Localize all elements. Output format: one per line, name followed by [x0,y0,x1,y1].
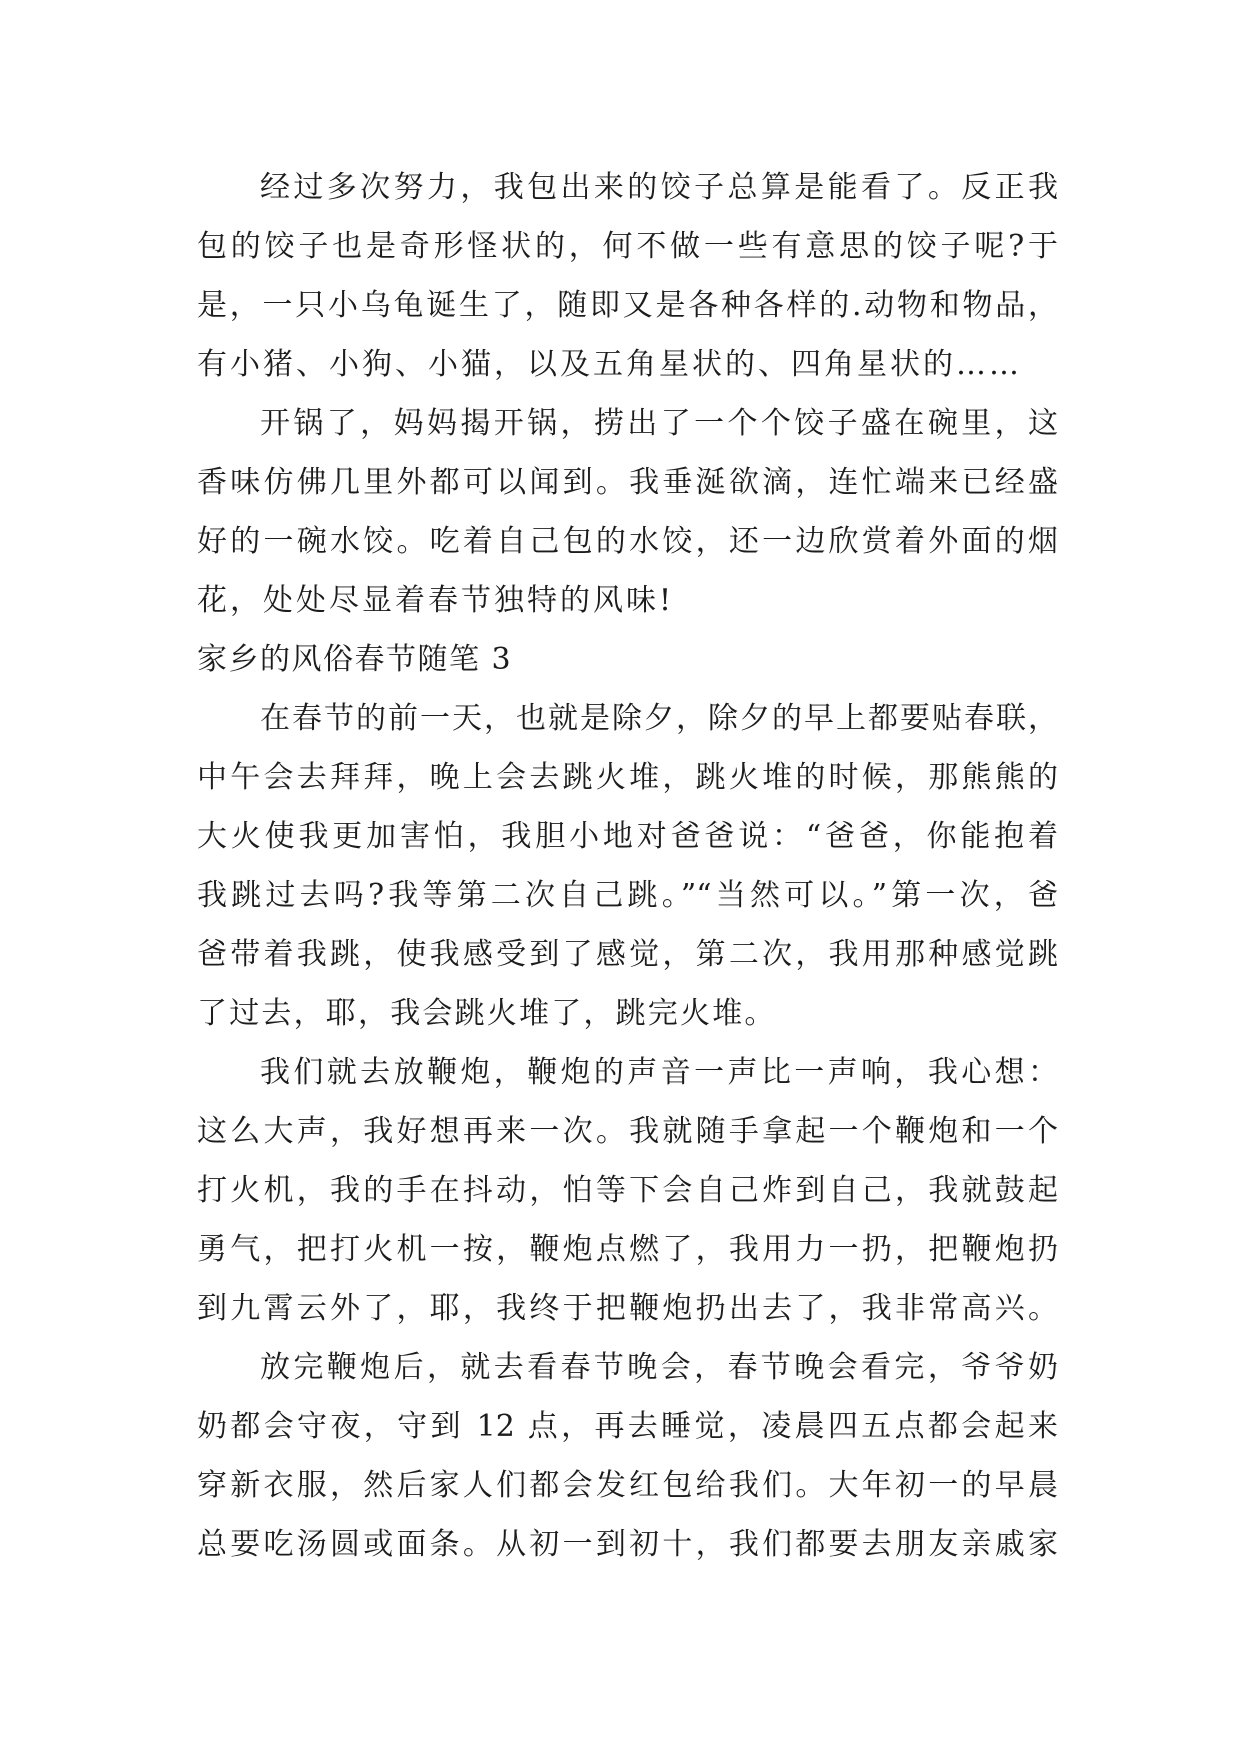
document-body [197,158,1058,1574]
paragraph [197,1043,1058,1338]
paragraph-line: 在春节的前一天，也就是除夕，除夕的早上都要贴春联， [260,701,1058,736]
paragraph-line: 有小猪、小狗、小猫，以及五角星状的、四角星状的…… [197,347,1022,382]
paragraph-line: 开锅了，妈妈揭开锅，捞出了一个个饺子盛在碗里，这 [260,406,1058,441]
paragraph-line: 包的饺子也是奇形怪状的，何不做一些有意思的饺子呢?于 [197,229,1058,264]
paragraph-line: 放完鞭炮后，就去看春节晚会，春节晚会看完，爷爷奶 [260,1350,1058,1385]
paragraph [197,394,1058,630]
paragraph-line: 香味仿佛几里外都可以闻到。我垂涎欲滴，连忙端来已经盛 [197,465,1058,500]
paragraph-line: 我跳过去吗?我等第二次自己跳。”“当然可以。”第一次，爸 [197,878,1058,913]
paragraph-line: 爸带着我跳，使我感受到了感觉，第二次，我用那种感觉跳 [197,937,1058,972]
paragraph-line: 奶都会守夜，守到 12 点，再去睡觉，凌晨四五点都会起来 [197,1409,1058,1444]
paragraph-line: 了过去，耶，我会跳火堆了，跳完火堆。 [197,996,777,1031]
paragraph-line: 花，处处尽显着春节独特的风味! [197,583,675,618]
paragraph-line: 经过多次努力，我包出来的饺子总算是能看了。反正我 [260,170,1058,205]
paragraph-line: 总要吃汤圆或面条。从初一到初十，我们都要去朋友亲戚家 [197,1527,1058,1562]
paragraph-line: 大火使我更加害怕，我胆小地对爸爸说：“爸爸，你能抱着 [197,819,1058,854]
paragraph-line: 中午会去拜拜，晚上会去跳火堆，跳火堆的时候，那熊熊的 [197,760,1058,795]
paragraph-line: 打火机，我的手在抖动，怕等下会自己炸到自己，我就鼓起 [197,1173,1058,1208]
paragraph-line: 我们就去放鞭炮，鞭炮的声音一声比一声响，我心想： [260,1055,1058,1090]
paragraph-line: 穿新衣服，然后家人们都会发红包给我们。大年初一的早晨 [197,1468,1058,1503]
paragraph-line: 是，一只小乌龟诞生了，随即又是各种各样的.动物和物品， [197,288,1058,323]
section-heading: 家乡的风俗春节随笔 3 [197,642,513,677]
paragraph-line: 勇气，把打火机一按，鞭炮点燃了，我用力一扔，把鞭炮扔 [197,1232,1058,1267]
paragraph [197,158,1058,394]
paragraph-line: 好的一碗水饺。吃着自己包的水饺，还一边欣赏着外面的烟 [197,524,1058,559]
paragraph-line: 这么大声，我好想再来一次。我就随手拿起一个鞭炮和一个 [197,1114,1058,1149]
paragraph [197,1338,1058,1574]
paragraph-line: 到九霄云外了，耶，我终于把鞭炮扔出去了，我非常高兴。 [197,1291,1058,1326]
paragraph [197,689,1058,1043]
